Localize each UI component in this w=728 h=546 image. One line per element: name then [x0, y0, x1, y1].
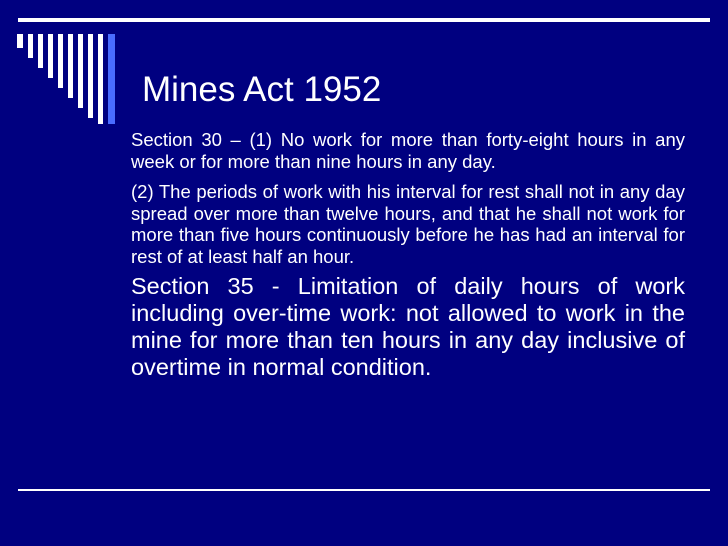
section-35-paragraph: Section 35 - Limitation of daily hours of work including over-time work: not allowed to work in the mine for more than ten hours in any day inclusive of overtime in normal condition. — [131, 273, 685, 380]
bottom-rule — [18, 489, 710, 491]
slide-body — [131, 129, 685, 381]
slide-title: Mines Act 1952 — [142, 70, 382, 109]
top-rule — [18, 18, 710, 22]
section-30-clause-1: Section 30 – (1) No work for more than forty-eight hours in any week or for more than nine hours in any day. — [131, 129, 685, 172]
section-30-clause-2: (2) The periods of work with his interval for rest shall not in any day spread over more than twelve hours, and that he shall not work for more than five hours continuously before he has had an interval for rest of at least half an hour. — [131, 181, 685, 267]
decorative-stripes — [17, 34, 121, 124]
